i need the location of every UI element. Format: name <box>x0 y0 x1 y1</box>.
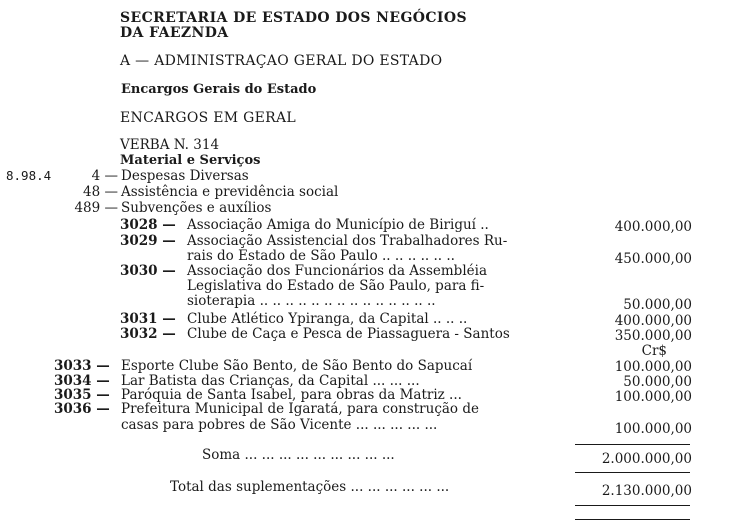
entry-text: Associação dos Funcionários da Assembléia <box>187 263 487 279</box>
entry-code: 3034 — <box>54 373 110 389</box>
entry-text: Lar Batista das Crianças, da Capital ... ... ... <box>121 373 420 389</box>
soma-amount: 2.000.000,00 <box>601 451 692 467</box>
entry-amount: 100.000,00 <box>614 359 692 375</box>
entry-text: Clube de Caça e Pesca de Piassaguera - Santos <box>187 326 510 342</box>
section-admin: A — ADMINISTRAÇAO GERAL DO ESTADO <box>120 53 443 69</box>
soma-rule <box>575 444 690 445</box>
item-code: 489 — <box>74 200 118 216</box>
code-left: 8.98.4 <box>6 168 52 183</box>
encargos-gerais: Encargos Gerais do Estado <box>121 82 317 97</box>
material-servicos: Material e Serviços <box>120 153 261 168</box>
entry-text: Esporte Clube São Bento, de São Bento do Sapucaí <box>121 358 473 374</box>
header-line-2: DA FAEZNDA <box>120 25 229 41</box>
entry-amount: 100.000,00 <box>614 389 692 405</box>
item-code: 48 — <box>83 184 118 200</box>
currency-label: Cr$ <box>641 343 667 359</box>
entry-text: Paróquia de Santa Isabel, para obras da Matriz ... <box>121 387 462 403</box>
entry-text: casas para pobres de São Vicente ... ... ... ... ... <box>121 417 438 433</box>
total-amount: 2.130.000,00 <box>601 483 692 499</box>
encargos-geral: ENCARGOS EM GERAL <box>120 110 296 126</box>
entry-amount: 400.000,00 <box>614 313 692 329</box>
entry-code: 3033 — <box>54 358 110 374</box>
entry-code: 3035 — <box>54 387 110 403</box>
item-text: Assistência e previdência social <box>121 184 339 200</box>
entry-amount: 100.000,00 <box>614 421 692 437</box>
item-text: Despesas Diversas <box>121 168 249 184</box>
soma-label: Soma ... ... ... ... ... ... ... ... ... <box>202 447 395 463</box>
entry-code: 3031 — <box>120 311 176 327</box>
entry-amount: 450.000,00 <box>614 251 692 267</box>
total-rule-1 <box>575 505 690 506</box>
verba-number: VERBA N. 314 <box>120 137 220 153</box>
total-rule-2 <box>575 519 690 520</box>
header-line-1: SECRETARIA DE ESTADO DOS NEGÓCIOS <box>120 10 467 26</box>
entry-text: Associação Amiga do Município de Biriguí .. <box>187 217 489 233</box>
entry-amount: 50.000,00 <box>623 374 692 390</box>
entry-code: 3029 — <box>120 233 176 249</box>
item-text: Subvenções e auxílios <box>121 200 272 216</box>
entry-text: Associação Assistencial dos Trabalhadores Ru- <box>187 233 508 249</box>
entry-amount: 400.000,00 <box>614 219 692 235</box>
entry-code: 3032 — <box>120 326 176 342</box>
entry-amount: 350.000,00 <box>614 328 692 344</box>
item-code: 4 — <box>91 168 118 184</box>
entry-text: Legislativa do Estado de São Paulo, para fi- <box>187 278 485 294</box>
entry-code: 3028 — <box>120 217 176 233</box>
entry-text: Prefeitura Municipal de Igaratá, para construção de <box>121 401 479 417</box>
entry-text: sioterapia .. .. .. .. .. .. .. .. .. .. .. .. .. .. <box>187 293 436 309</box>
soma-rule-bottom <box>575 472 690 473</box>
entry-text: Clube Atlético Ypiranga, da Capital .. .. .. <box>187 311 468 327</box>
total-label: Total das suplementações ... ... ... ... ... ... <box>170 479 450 495</box>
entry-text: rais do Estado de São Paulo .. .. .. .. .. .. <box>187 248 455 264</box>
entry-amount: 50.000,00 <box>623 297 692 313</box>
entry-code: 3030 — <box>120 263 176 279</box>
entry-code: 3036 — <box>54 401 110 417</box>
